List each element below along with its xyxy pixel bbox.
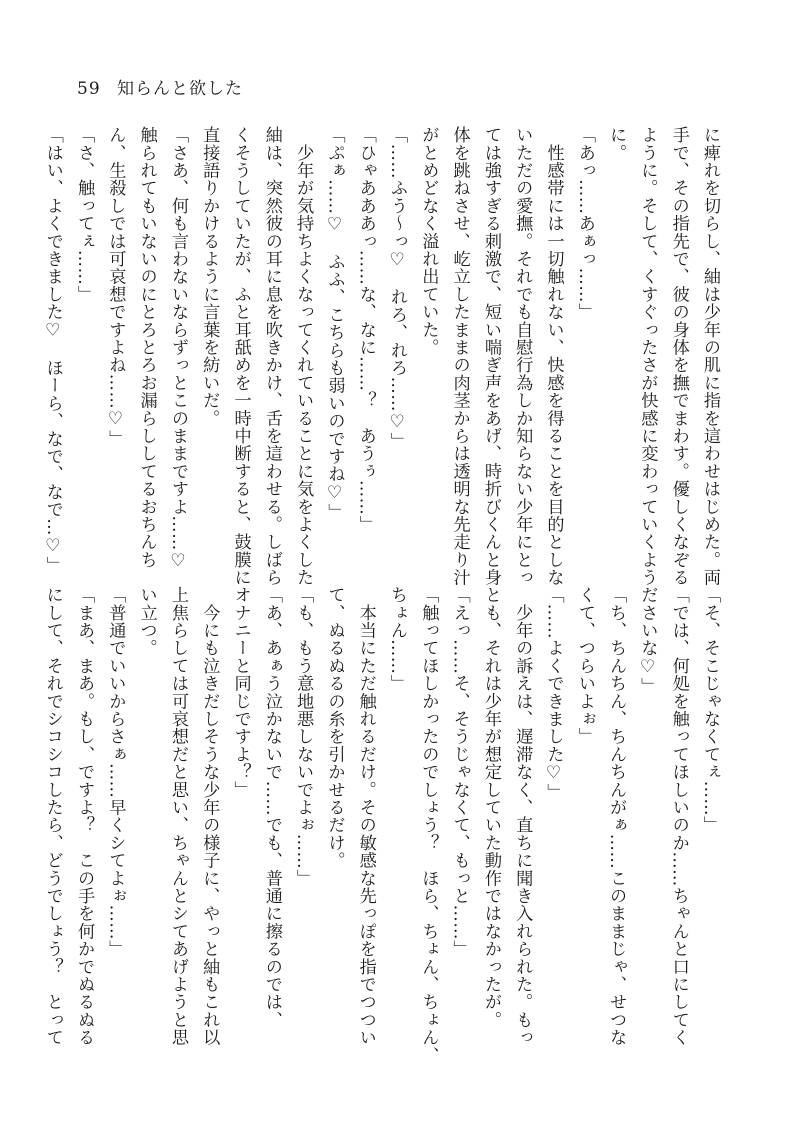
text-line: 性感帯には一切触れない、快感を得ることを目的としな [543,126,564,587]
text-line: 少年が気持ちよくなってくれていることに気をよくした [293,126,314,587]
text-line: ちょん……」 [387,586,408,693]
text-line: 体を跳ねさせ、屹立したままの肉茎からは透明な先走り汁 [449,126,470,587]
text-line: 直接語りかけるように言葉を紡いだ。 [199,126,220,427]
text-line: 「……ふう〜っ♡ れろ、れろ……♡」 [387,126,408,451]
text-line: ん、生殺しでは可哀想ですよね……♡」 [105,126,126,448]
text-line: くて、つらいよぉ」 [574,586,595,746]
text-line: くそうしていたが、ふと耳舐めを一時中断すると、鼓膜に [230,126,251,587]
text-line: 触られてもいないのにとろとろお漏らししてるおちんち [136,126,157,569]
text-line: に痺れを切らし、紬は少年の肌に指を這わせはじめた。両 [700,126,720,587]
text-line: ては強すぎる刺激で、短い喘ぎ声をあげ、時折びくんと身 [480,126,501,587]
text-line: 「あ、あぁう泣かないで……でも、普通に擦るのでは、 [261,586,282,1029]
text-line: 上焦らしては可哀想だと思い、ちゃんとシてあげようと思 [167,586,188,1047]
text-line: いただの愛撫。それでも自慰行為しか知らない少年にとっ [512,126,533,587]
page-number: 59 [77,79,101,99]
text-line: 手で、その指先で、彼の身体を撫でまわす。優しくなぞる [668,126,689,587]
text-line: ように。そして、くすぐったさが快感に変わっていくよう [637,126,658,587]
text-line: 本当にただ触れるだけ。その敏感な先っぽを指でつつい [355,586,376,1047]
text-line: とも、それは少年が想定していた動作ではなかったが。 [480,586,501,1029]
text-line: 「さ、触ってぇ……」 [74,126,95,303]
text-block-top [36,126,725,587]
running-header [77,74,243,99]
text-line: 紬は、突然彼の耳に息を吹きかけ、舌を這わせる。しばら [261,126,282,587]
text-line: 「そ、そこじゃなくてぇ……」 [700,586,720,834]
text-line: て、ぬるぬるの糸を引かせるだけ。 [324,586,345,870]
text-line: にして、それでシコシコしたら、どうでしょう？ とって [42,586,63,1047]
chapter-title: 知らんと欲した [117,79,244,99]
text-line: 「えっ……そ、そうじゃなくて、もっと……」 [449,586,470,958]
text-block-bottom [36,586,725,1064]
text-line: 「ち、ちんちん、ちんちんがぁ……このままじゃ、せつな [606,586,627,1047]
text-line: 今にも泣きだしそうな少年の様子に、やっと紬もこれ以 [199,586,220,1047]
text-line: オナニーと同じですよ？」 [230,586,251,799]
text-line: 少年の訴えは、遅滞なく、直ちに聞き入れられた。もっ [512,586,533,1047]
text-line: 「さあ、何も言わないならずっとこのままですよ……♡ [167,126,188,572]
text-line: ださいな♡」 [637,586,658,695]
text-line: に。 [606,126,627,162]
text-line: 「あっ……あぁっ……」 [574,126,595,321]
text-line: 「普通でいいからさぁ……早くシてよぉ……」 [105,586,126,958]
text-line: 「ひゃあああっ……な、なに……？ あうぅ……」 [355,126,376,534]
text-line: い立つ。 [136,586,157,657]
text-line: 「ぷぁ……♡ ふふ、こちらも弱いのですね♡」 [324,126,345,521]
text-line: 「触ってほしかったのでしょう？ ほら、ちょん、ちょん、 [418,586,439,1064]
text-line: 「では、何処を触ってほしいのか……ちゃんと口にしてく [668,586,689,1047]
text-line: 「まあ、まあ。もし、ですよ？ この手を何かでぬるぬる [74,586,95,1047]
text-line: がとめどなく溢れ出ていた。 [418,126,439,357]
text-line: 「はい、よくできました♡ ほーら、なで、なで…♡」 [42,126,63,575]
text-line: 「も、もう意地悪しないでよぉ……」 [293,586,314,887]
text-line: 「……よくできました♡」 [543,586,564,802]
